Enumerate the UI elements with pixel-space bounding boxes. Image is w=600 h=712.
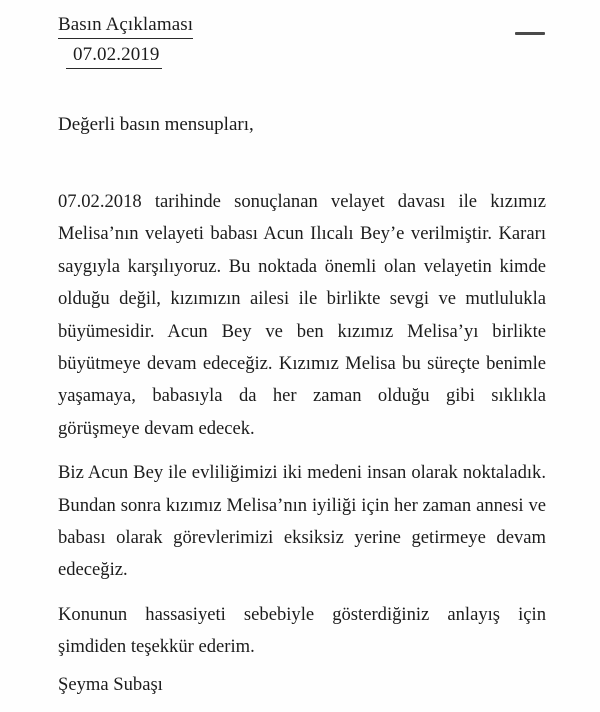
document-date-row bbox=[58, 42, 538, 69]
horizontal-dash-icon bbox=[515, 32, 545, 35]
body-paragraph: 07.02.2018 tarihinde sonuçlanan velayet davası ile kızımız Melisa’nın velayeti babası Acun Ilıcalı Bey’e verilmiştir. Kararı saygıyla karşılıyoruz. Bu noktada önemli olan velayetin kimde olduğu değil, kızımızın ailesi ile birlikte sevgi ve mutlulukla büyümesidir. Acun Bey ve ben kızımız Melisa’yı birlikte büyütmeye devam edeceğiz. Kızımız Melisa bu süreçte benimle yaşamaya, babasıyla da her zaman olduğu gibi sıklıkla görüşmeye devam edecek. bbox=[58, 191, 546, 439]
body-paragraph: Biz Acun Bey ile evliliğimizi iki medeni insan olarak noktaladık. Bundan sonra kızımız Melisa’nın iyiliği için her zaman annesi ve babası olarak görevlerimizi eksiksiz yerine getirmeye devam edeceğiz. bbox=[58, 462, 546, 581]
salutation: Değerli basın mensupları, bbox=[58, 114, 254, 135]
body-paragraph: Konunun hassasiyeti sebebiyle gösterdiğiniz anlayış için şimdiden teşekkür ederim. bbox=[58, 603, 546, 658]
document-body bbox=[58, 186, 546, 664]
document-date: 07.02.2019 bbox=[66, 42, 162, 69]
document-header bbox=[58, 12, 538, 69]
page-title: Basın Açıklaması bbox=[58, 12, 193, 39]
signature-name: Şeyma Subaşı bbox=[58, 674, 163, 695]
